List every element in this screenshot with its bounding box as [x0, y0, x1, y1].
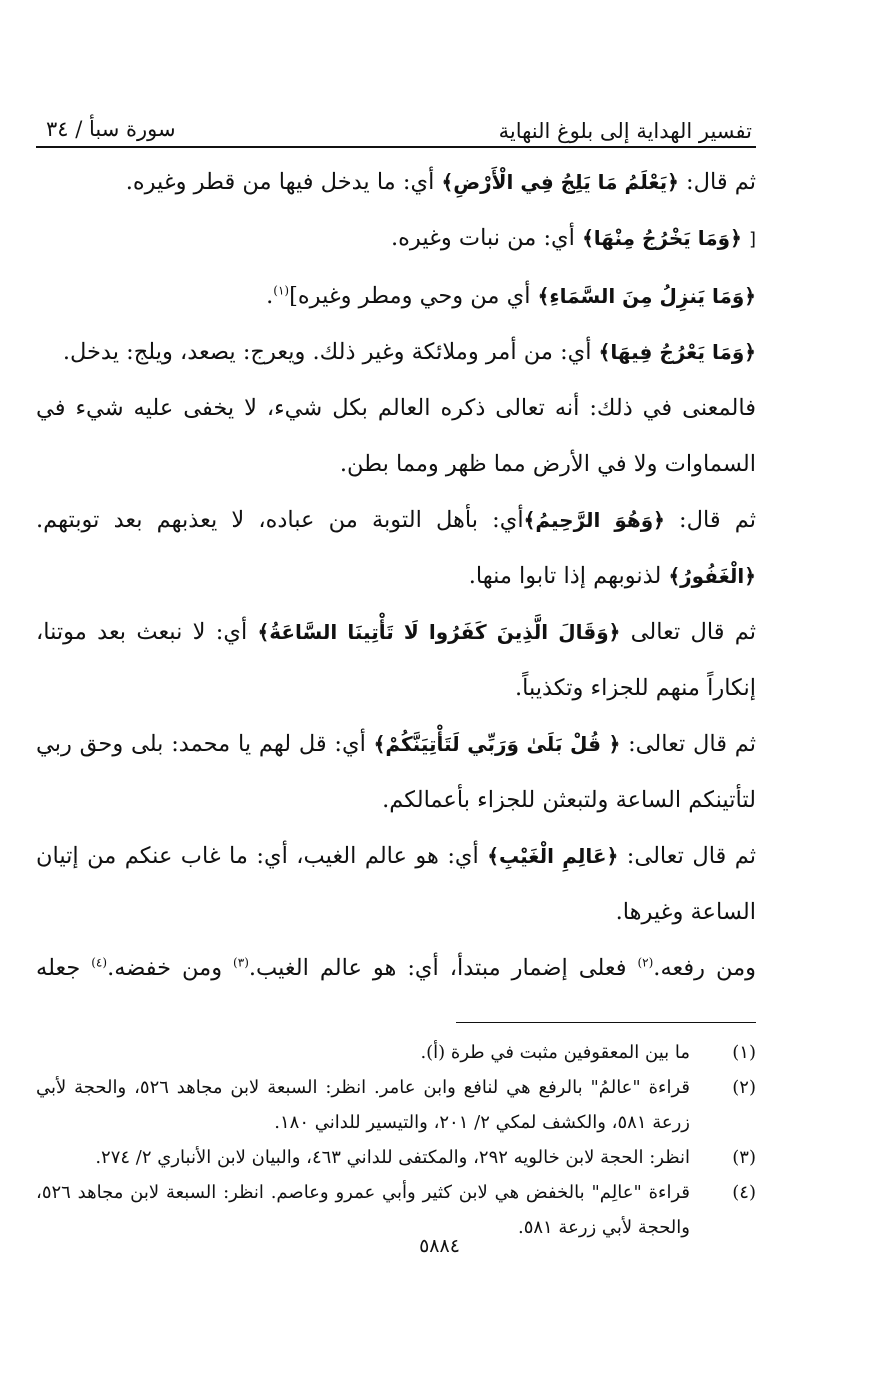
- text-run: ومن رفعه.: [653, 955, 756, 981]
- main-text: [36, 154, 756, 996]
- paragraph: [36, 716, 756, 828]
- quran-verse: ﴿وَقَالَ الَّذِينَ كَفَرُوا لَا تَأْتِينَا السَّاعَةُ﴾: [257, 620, 621, 644]
- paragraph: [36, 604, 756, 716]
- footnote-marker: (١): [273, 283, 290, 298]
- footnotes: [36, 1035, 756, 1245]
- text-run: لذنوبهم إذا تابوا منها.: [468, 563, 669, 589]
- text-run: أي: من نبات وغيره.: [390, 225, 583, 251]
- text-run: أي: هو عالم الغيب، أي: ما غاب عنكم من إتيان الساعة وغيرها.: [36, 843, 756, 925]
- quran-verse: ﴿ قُلْ بَلَىٰ وَرَبِّي لَتَأْتِيَنَّكُمْ﴾: [373, 732, 621, 756]
- text-run: [742, 225, 749, 251]
- quran-verse: ﴿يَعْلَمُ مَا يَلِجُ فِي الْأَرْضِ﴾: [441, 170, 679, 194]
- footnote-number: (١): [732, 1042, 756, 1063]
- text-run: أي: لا نبعث بعد موتنا، إنكاراً منهم للجزاء وتكذيباً.: [36, 619, 756, 701]
- footnote-text: انظر: الحجة لابن خالويه ٢٩٢، والمكتفى للداني ٤٦٣، والبيان لابن الأنباري ٢/ ٢٧٤.: [95, 1147, 690, 1168]
- text-run: أي: من أمر وملائكة وغير ذلك. ويعرج: يصعد، ويلج: يدخل.: [62, 339, 599, 365]
- text-run: ثم قال تعالى: [620, 619, 757, 645]
- footnote-text: قراءة "عالِم" بالخفض هي لابن كثير وأبي عمرو وعاصم. انظر: السبعة لابن مجاهد ٥٢٦، والحجة لأبي زرعة ٥٨١.: [36, 1182, 690, 1238]
- text-run: ثم قال:: [678, 169, 756, 195]
- footnote: [36, 1140, 756, 1175]
- text-run: أي من وحي ومطر وغيره]: [289, 283, 538, 309]
- quran-verse: ﴿الْغَفُورُ﴾: [668, 564, 756, 588]
- paragraph: [36, 268, 756, 324]
- footnote: [36, 1035, 756, 1070]
- paragraph: [36, 492, 756, 604]
- paragraph: [36, 380, 756, 492]
- running-header: [36, 100, 756, 148]
- text-run: ثم قال تعالى:: [620, 731, 756, 757]
- footnote-separator: [456, 1022, 756, 1023]
- quran-verse: ﴿عَالِمِ الْغَيْبِ﴾: [487, 844, 619, 868]
- text-run: ومن خفضه.: [107, 955, 234, 981]
- page-number: ٥٨٨٤: [419, 1235, 460, 1257]
- text-run: فعلى إضمار مبتدأ، أي: هو عالم الغيب.: [248, 955, 638, 981]
- paragraph: [36, 210, 756, 268]
- text-run: .: [266, 283, 274, 309]
- quran-verse: ﴿وَمَا يَخْرُجُ مِنْهَا﴾: [582, 226, 742, 250]
- paragraph: [36, 154, 756, 210]
- text-run: أي: قل لهم يا محمد: بلى وحق ربي لتأتينكم الساعة ولتبعثن للجزاء بأعمالكم.: [36, 731, 756, 813]
- paragraph: [36, 324, 756, 380]
- footnote-marker: (٤): [91, 955, 108, 970]
- footnote-marker: (٣): [233, 955, 249, 970]
- text-run: ثم قال تعالى:: [618, 843, 756, 869]
- footnote-number: (٤): [732, 1182, 756, 1203]
- quran-verse: ﴿وَمَا يَعْرُجُ فِيهَا﴾: [598, 340, 756, 364]
- paragraph: [36, 828, 756, 940]
- text-run: جعله: [36, 955, 92, 981]
- footnote: [36, 1070, 756, 1140]
- book-title: تفسير الهداية إلى بلوغ النهاية: [498, 119, 752, 143]
- text-run: أي: ما يدخل فيها من قطر وغيره.: [125, 169, 442, 195]
- surah-reference: سورة سبأ / ٣٤: [46, 117, 176, 141]
- footnote-number: (٣): [732, 1147, 756, 1168]
- text-run: ثم قال:: [664, 507, 756, 533]
- text-run: أي: بأهل التوبة من عباده، لا يعذبهم بعد توبتهم.: [36, 507, 524, 533]
- editorial-bracket: [: [748, 229, 756, 250]
- quran-verse: ﴿وَمَا يَنزِلُ مِنَ السَّمَاءِ﴾: [537, 284, 756, 308]
- footnote-marker: (٢): [637, 955, 654, 970]
- footnote-number: (٢): [732, 1077, 756, 1098]
- footnote-text: ما بين المعقوفين مثبت في طرة (أ).: [420, 1042, 690, 1063]
- quran-verse: ﴿وَهُوَ الرَّحِيمُ﴾: [523, 508, 665, 532]
- page: [36, 100, 756, 1245]
- paragraph: [36, 940, 756, 996]
- footnote-text: قراءة "عالمُ" بالرفع هي لنافع وابن عامر. انظر: السبعة لابن مجاهد ٥٢٦، والحجة لأبي زرعة ٥٨١، والكشف لمكي ٢/ ٢٠١، والتيسير للداني ١٨٠.: [36, 1077, 690, 1133]
- text-run: فالمعنى في ذلك: أنه تعالى ذكره العالم بكل شيء، لا يخفى عليه شيء في السماوات ولا في الأرض مما ظهر ومما بطن.: [36, 395, 756, 477]
